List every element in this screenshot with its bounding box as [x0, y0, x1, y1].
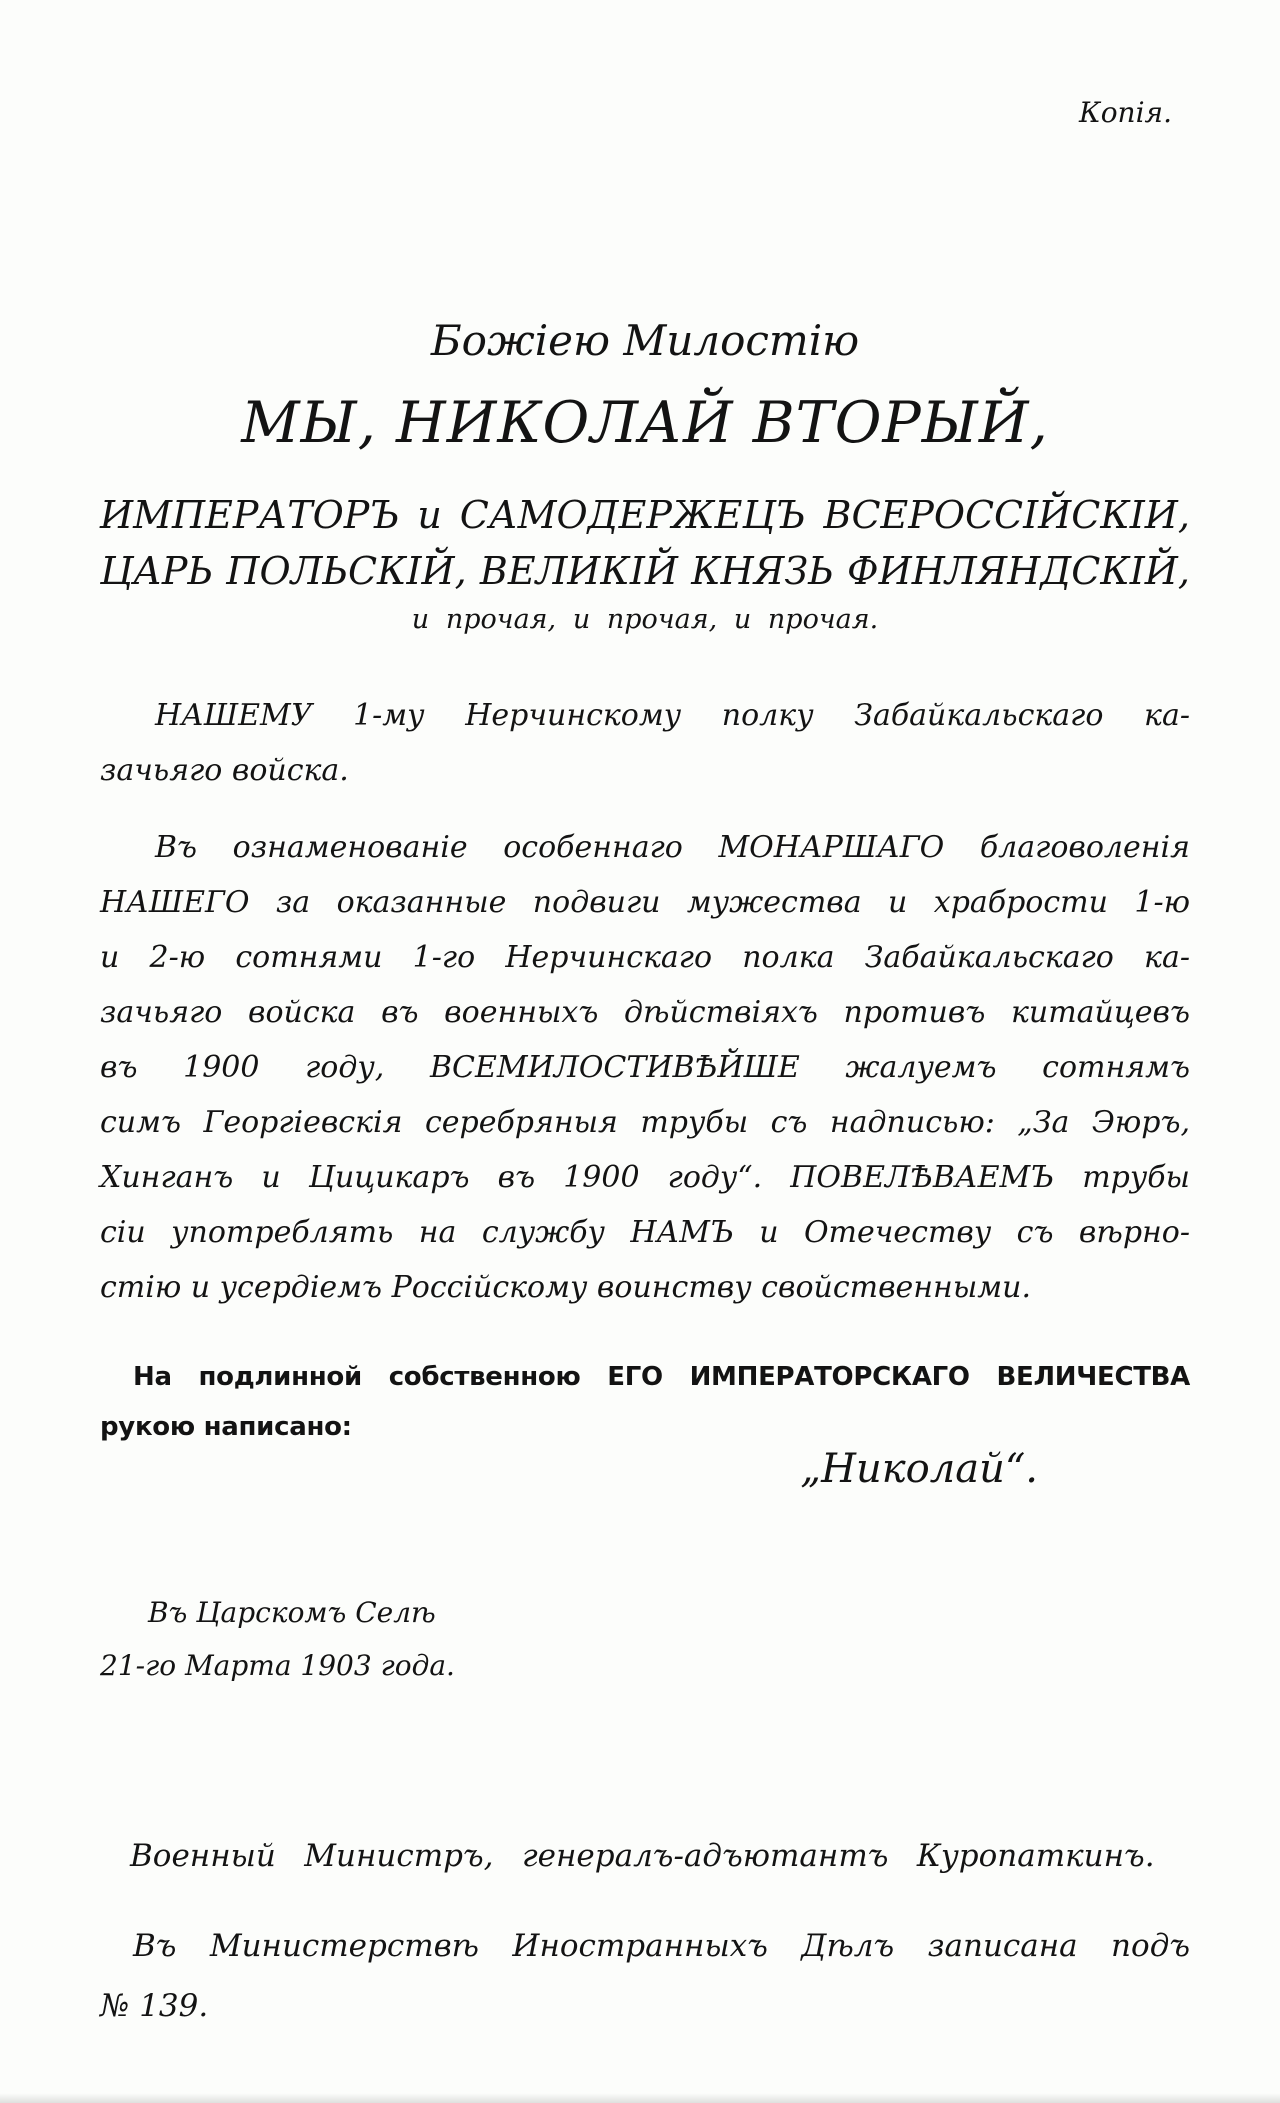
imperial-style-block — [100, 487, 1190, 599]
etcetera-line: и прочая, и прочая, и прочая. — [411, 604, 879, 635]
attestation-block — [100, 1352, 1190, 1452]
address-line: НАШЕМУ 1-му Нерчинскому полку Забайкальскаго ка- — [155, 698, 1190, 733]
attestation-line-2: рукою написано: — [100, 1412, 352, 1442]
address-paragraph — [100, 688, 1190, 798]
decree-line: Въ ознаменованіе особеннаго МОНАРШАГО благоволенія — [155, 830, 1190, 865]
decree-line: въ 1900 году, ВСЕМИЛОСТИВѢЙШЕ жалуемъ сотнямъ — [100, 1050, 1190, 1085]
decree-line: симъ Георгіевскія серебряныя трубы съ надписью: „За Эюръ, — [100, 1105, 1190, 1140]
imperial-style-line-2: ЦАРЬ ПОЛЬСКІЙ, ВЕЛИКІЙ КНЯЗЬ ФИНЛЯНДСКІЙ, — [100, 549, 1190, 593]
decree-line: и 2-ю сотнями 1-го Нерчинскаго полка Забайкальскаго ка- — [100, 940, 1190, 975]
imperial-signature: „Николай“. — [800, 1446, 1038, 1492]
registration-block — [100, 1916, 1190, 2036]
countersignature-line: Военный Министръ, генералъ-адъютантъ Куропаткинъ. — [130, 1838, 1155, 1874]
decree-line: зачьяго войска въ военныхъ дѣйствіяхъ противъ китайцевъ — [100, 995, 1190, 1030]
dateline-place: Въ Царскомъ Селѣ — [148, 1596, 436, 1629]
dateline-date: 21-го Марта 1903 года. — [100, 1649, 455, 1682]
decree-line: стію и усердіемъ Россійскому воинству свойственными. — [100, 1270, 1031, 1305]
address-line: зачьяго войска. — [100, 753, 349, 788]
invocation-line: Божіею Милостію — [430, 316, 860, 365]
decree-line: сіи употреблять на службу НАМЪ и Отечеству съ вѣрно- — [100, 1215, 1190, 1250]
copy-label: Копія. — [1079, 96, 1172, 129]
registration-line-2: № 139. — [100, 1988, 209, 2024]
decree-line: Хинганъ и Цицикаръ въ 1900 году“. ПОВЕЛѢВАЕМЪ трубы — [100, 1160, 1190, 1195]
decree-line: НАШЕГО за оказанные подвиги мужества и храбрости 1-ю — [100, 885, 1190, 920]
decree-paragraph — [100, 820, 1190, 1315]
attestation-line-1: На подлинной собственною ЕГО ИМПЕРАТОРСКАГО ВЕЛИЧЕСТВА — [133, 1362, 1190, 1392]
document-title: МЫ, НИКОЛАЙ ВТОРЫЙ, — [241, 390, 1049, 456]
dateline-block — [100, 1586, 1190, 1692]
imperial-style-line-1: ИМПЕРАТОРЪ и САМОДЕРЖЕЦЪ ВСЕРОССІЙСКІИ, — [100, 493, 1190, 537]
registration-line-1: Въ Министерствѣ Иностранныхъ Дѣлъ записана подъ — [133, 1928, 1190, 1964]
